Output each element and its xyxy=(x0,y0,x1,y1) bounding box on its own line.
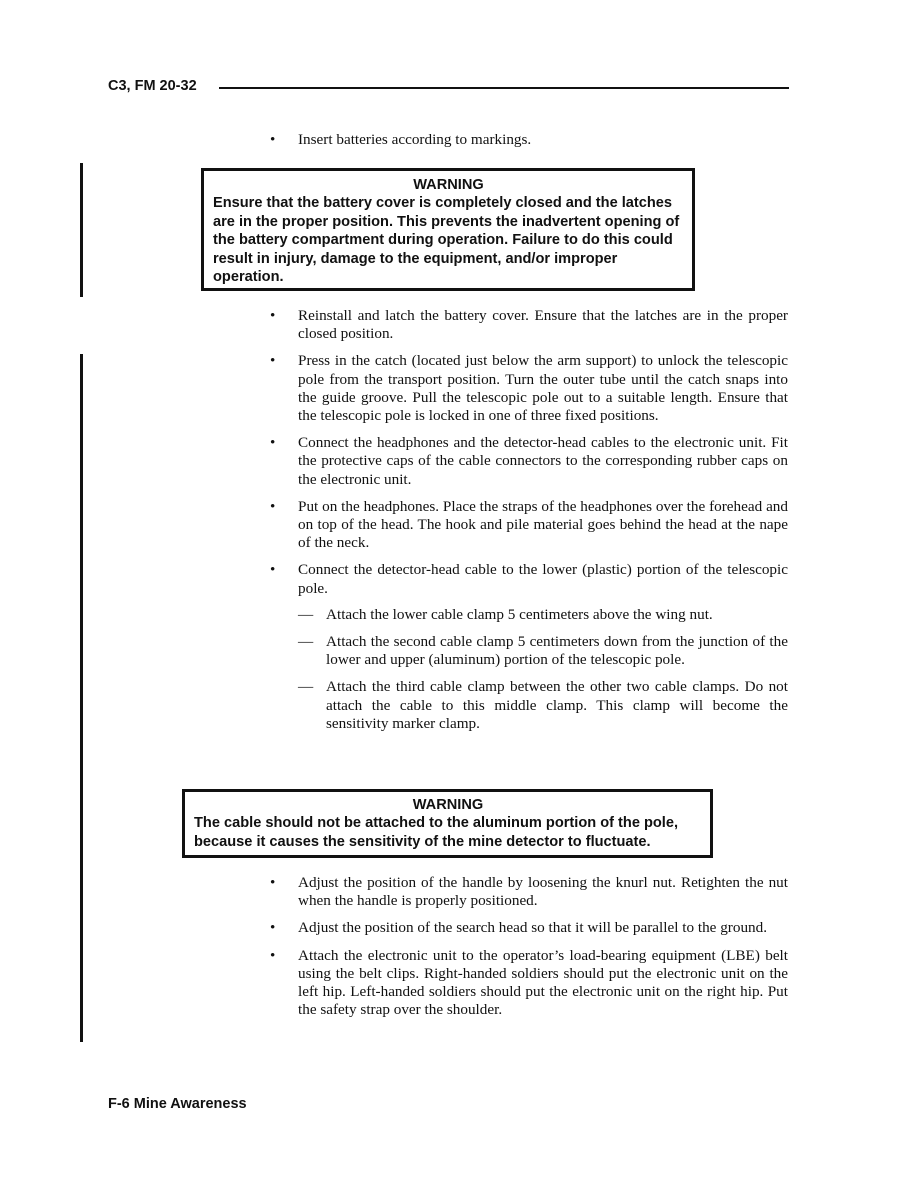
list-item: • Insert batteries according to markings. xyxy=(270,131,532,148)
list-item: • Reinstall and latch the battery cover. Ensure that the latches are in the proper closed position. xyxy=(270,307,788,343)
warning-title: WARNING xyxy=(412,797,484,813)
sub-list-item: — Attach the second cable clamp 5 centimeters down from the junction of the lower and upper (aluminum) portion of the telescopic pole. xyxy=(298,633,788,669)
list-item: • Press in the catch (located just below the arm support) to unlock the telescopic pole from the transport position. Turn the outer tube until the catch snaps into the guide groove. Pull the telescopic pole out to a suitable length. Ensure that the telescopic pole is locked in one of three fixed positions. xyxy=(270,352,788,425)
list-item: • Adjust the position of the search head so that it will be parallel to the ground. xyxy=(270,919,768,937)
list-item: • Adjust the position of the handle by loosening the knurl nut. Retighten the nut when the handle is properly positioned. xyxy=(270,874,788,910)
list-item: • Connect the headphones and the detector-head cables to the electronic unit. Fit the protective caps of the cable connectors to the corresponding rubber caps on the electronic unit. xyxy=(270,434,788,488)
warning-text: The cable should not be attached to the aluminum portion of the pole, because it causes the sensitivity of the mine detector to fluctuate. xyxy=(194,815,679,850)
document-id: C3, FM 20-32 xyxy=(108,78,197,94)
sub-list-item: — Attach the lower cable clamp 5 centimeters above the wing nut. xyxy=(298,605,713,623)
bullet-list-middle xyxy=(270,307,788,742)
warning-text: Ensure that the battery cover is completely closed and the latches are in the proper position. This prevents the inadvertent opening of the battery compartment during operation. Failure to do this could result in injury, damage to the equipment, and/or improper operation. xyxy=(213,195,680,286)
sub-step-list xyxy=(298,606,788,733)
warning-box-cable xyxy=(182,789,713,858)
warning-box-battery xyxy=(201,168,695,291)
sub-list-item: — Attach the third cable clamp between the other two cable clamps. Do not attach the cable to this middle clamp. This clamp will become the sensitivity marker clamp. xyxy=(298,678,788,732)
header-rule xyxy=(219,87,789,89)
change-bar-top xyxy=(80,163,83,297)
change-bar-bottom xyxy=(80,354,83,1042)
page-header xyxy=(108,78,789,98)
list-item: • Connect the detector-head cable to the lower (plastic) portion of the telescopic pole. — Attach the lower cable clamp 5 centimeters above the wing nut. — Attach the second cable clamp 5 centimeters down from the junction of the lower and upper (aluminum) portion of the telescopic pole. — Attach the third cable clamp between the other two cable clamps. Do not attach the cable to this middle clamp. This clamp will become the sensitivity marker clamp. xyxy=(270,561,788,732)
bullet-list-top xyxy=(270,131,788,158)
page-footer: F-6 Mine Awareness xyxy=(108,1096,247,1112)
warning-title: WARNING xyxy=(413,177,484,193)
bullet-list-bottom xyxy=(270,874,788,1028)
list-item: • Attach the electronic unit to the operator’s load-bearing equipment (LBE) belt using the belt clips. Right-handed soldiers should put the electronic unit on the left hip. Left-handed soldiers should put the electronic unit on the right hip. Put the safety strap over the shoulder. xyxy=(270,946,788,1019)
list-item: • Put on the headphones. Place the straps of the headphones over the forehead and on top of the head. The hook and pile material goes behind the head at the nape of the neck. xyxy=(270,497,788,552)
